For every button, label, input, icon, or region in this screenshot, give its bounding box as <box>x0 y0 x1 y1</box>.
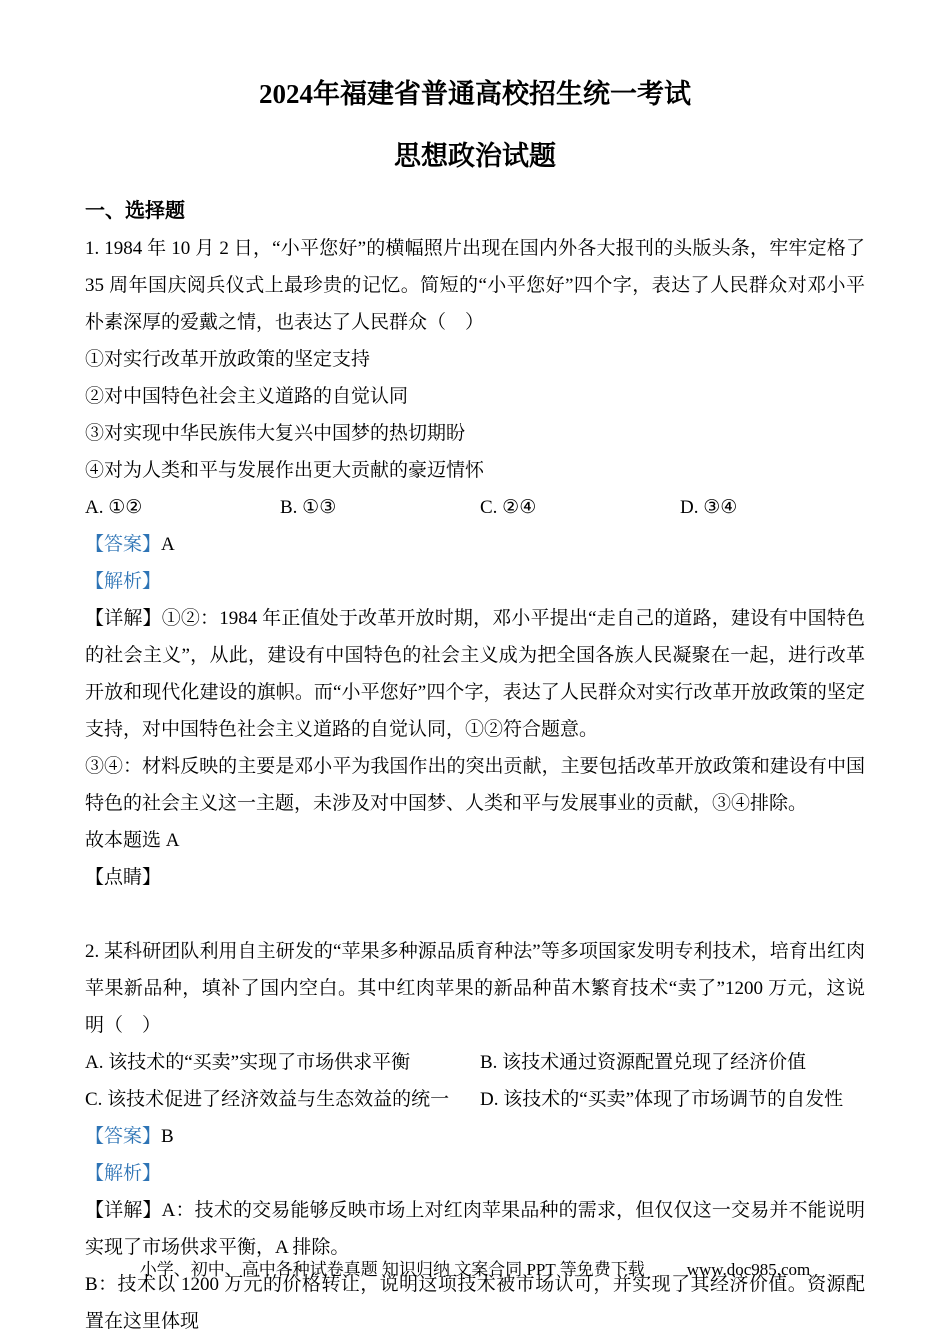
q2-option-b: B. 该技术通过资源配置兑现了经济价值 <box>480 1052 807 1073</box>
page-footer <box>0 1258 950 1282</box>
q2-answer-value: B <box>161 1126 174 1147</box>
analysis-label: 【解析】 <box>85 571 162 592</box>
q2-options-grid <box>85 1044 865 1118</box>
q1-analysis-line <box>85 563 865 600</box>
footer-text: 小学、初中、高中各种试卷真题 知识归纳 文案合同 PPT 等免费下载 <box>139 1260 645 1279</box>
q1-item-2: ②对中国特色社会主义道路的自觉认同 <box>85 386 409 407</box>
q2-option-c: C. 该技术促进了经济效益与生态效益的统一 <box>85 1089 450 1110</box>
q1-item-4: ④对为人类和平与发展作出更大贡献的豪迈情怀 <box>85 460 485 481</box>
q1-option-a: A. ①② <box>85 497 143 518</box>
q1-item-1: ①对实行改革开放政策的坚定支持 <box>85 349 371 370</box>
q2-option-a: A. 该技术的“买卖”实现了市场供求平衡 <box>85 1052 411 1073</box>
q2-detail-paragraph-2: B：技术以 1200 万元的价格转让，说明这项技术被市场认可，并实现了其经济价值。资源配置在这里体现 <box>85 1274 865 1332</box>
detail-label: 【详解】 <box>85 1200 162 1221</box>
document-subtitle: 思想政治试题 <box>394 141 556 171</box>
section-heading: 一、选择题 <box>85 200 185 222</box>
q1-option-b: B. ①③ <box>280 497 337 518</box>
q1-answer-value: A <box>161 534 175 555</box>
answer-label: 【答案】 <box>85 534 162 555</box>
q1-detail-paragraph-2: ③④：材料反映的主要是邓小平为我国作出的突出贡献，主要包括改革开放政策和建设有中国特色的社会主义这一主题，未涉及对中国梦、人类和平与发展事业的贡献，③④排除。 <box>85 756 865 814</box>
answer-label: 【答案】 <box>85 1126 162 1147</box>
q1-item-3: ③对实现中华民族伟大复兴中国梦的热切期盼 <box>85 423 466 444</box>
footer-url: www.doc985.com <box>686 1260 811 1279</box>
q1-options-row <box>85 489 865 526</box>
q2-answer-line <box>85 1118 865 1155</box>
q2-detail-text-1: A：技术的交易能够反映市场上对红肉苹果品种的需求，但仅仅这一交易并不能说明实现了市场供求平衡，A 排除。 <box>85 1200 865 1258</box>
q2-analysis-line <box>85 1155 865 1192</box>
q1-answer-line <box>85 526 865 563</box>
detail-label: 【详解】 <box>85 608 162 629</box>
analysis-label: 【解析】 <box>85 1163 162 1184</box>
tip-label: 【点睛】 <box>85 867 162 888</box>
q1-conclusion: 故本题选 A <box>85 830 180 851</box>
q2-option-d: D. 该技术的“买卖”体现了市场调节的自发性 <box>480 1089 844 1110</box>
q1-tip-line <box>85 859 865 896</box>
q2-detail-paragraph-1 <box>85 1192 865 1266</box>
document-title: 2024年福建省普通高校招生统一考试 <box>259 79 691 109</box>
q1-stem: 1. 1984 年 10 月 2 日，“小平您好”的横幅照片出现在国内外各大报刊的头版头条，牢牢定格了 35 周年国庆阅兵仪式上最珍贵的记忆。简短的“小平您好”四个字，表达了人民群众对邓小平朴素深厚的爱戴之情，也表达了人民群众（ ） <box>85 238 865 333</box>
q1-option-d: D. ③④ <box>680 497 738 518</box>
q1-detail-paragraph-1 <box>85 600 865 748</box>
q2-stem: 2. 某科研团队利用自主研发的“苹果多种源品质育种法”等多项国家发明专利技术，培育出红肉苹果新品种，填补了国内空白。其中红肉苹果的新品种苗木繁育技术“卖了”1200 万元，这说明（ ） <box>85 941 865 1036</box>
q1-detail-text-1: ①②：1984 年正值处于改革开放时期，邓小平提出“走自己的道路，建设有中国特色的社会主义”，从此，建设有中国特色的社会主义成为把全国各族人民凝聚在一起，进行改革开放和现代化建设的旗帜。而“小平您好”四个字，表达了人民群众对实行改革开放政策的坚定支持，对中国特色社会主义道路的自觉认同，①②符合题意。 <box>85 608 865 740</box>
q1-option-c: C. ②④ <box>480 497 537 518</box>
